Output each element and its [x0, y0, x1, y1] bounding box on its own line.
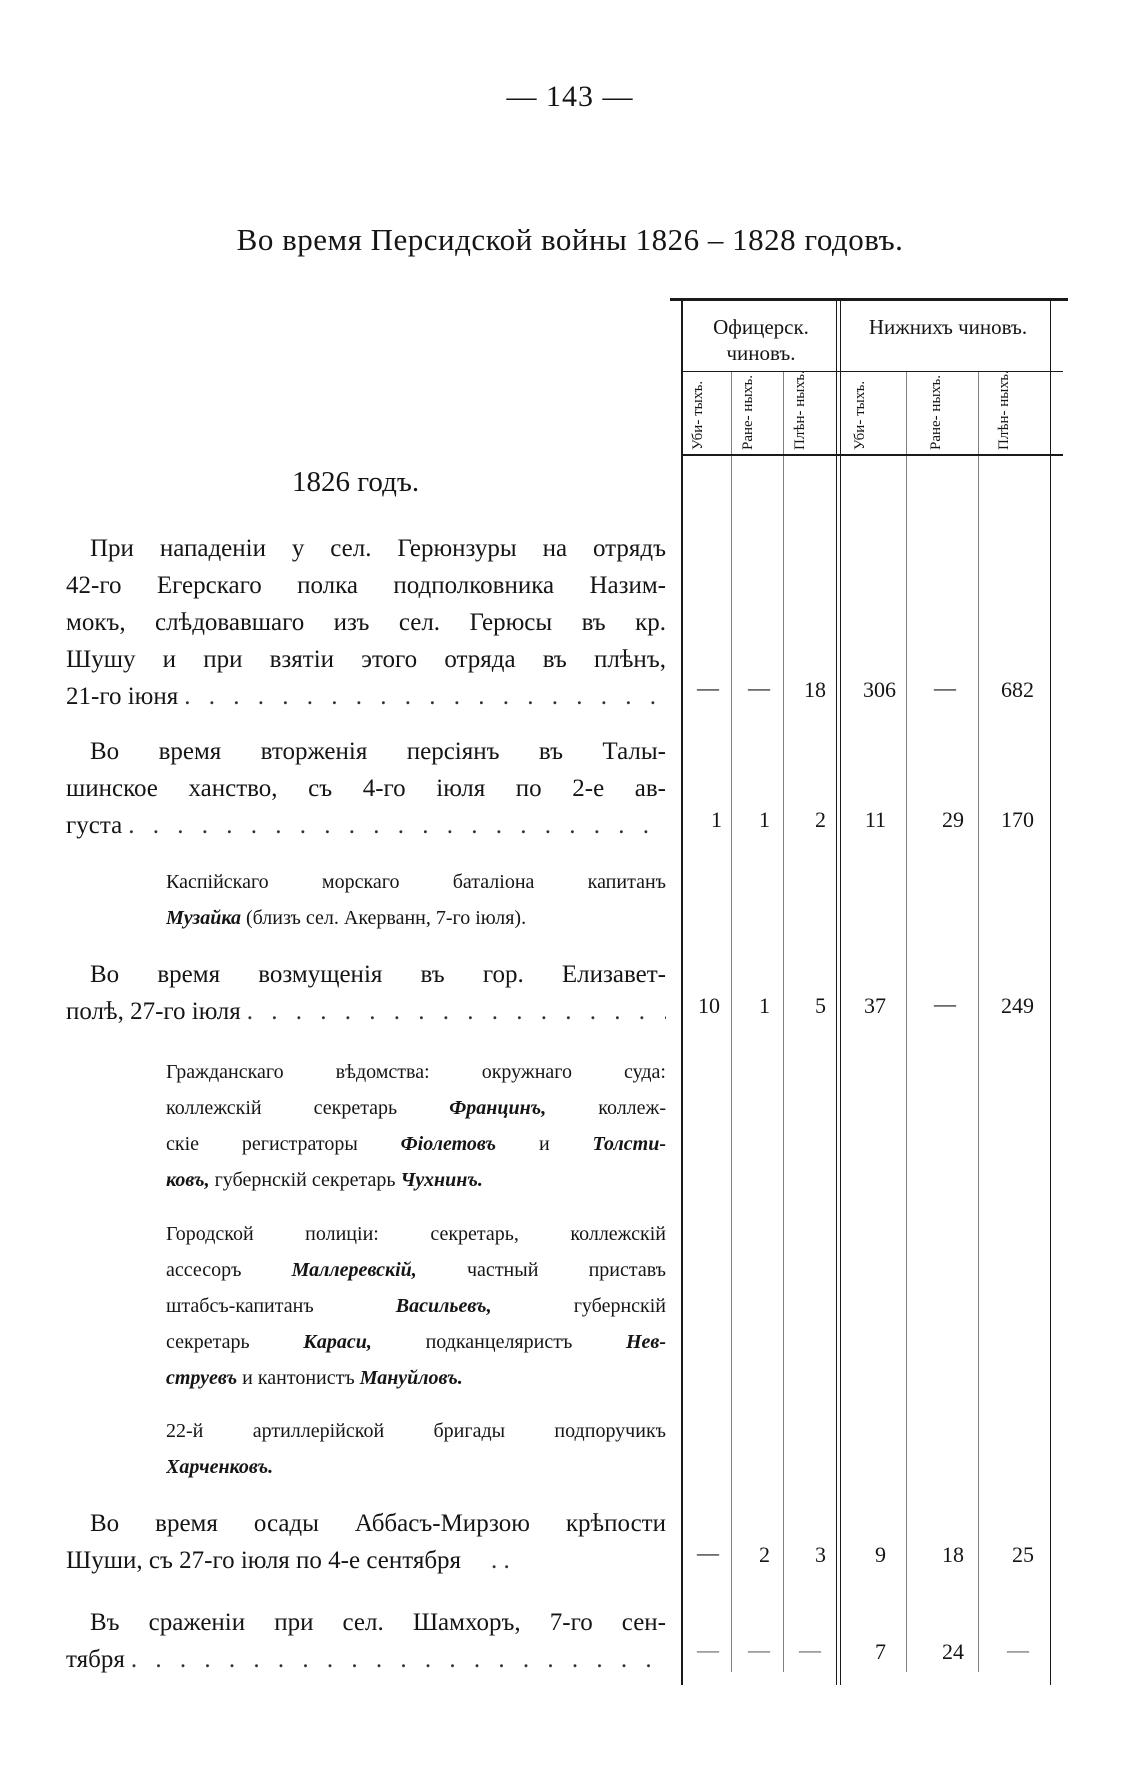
cell-value: 24: [942, 1639, 964, 1664]
cell-value: 9: [875, 1542, 886, 1567]
entry-line: Въ сраженіи при сел. Шамхоръ, 7-го сен-: [90, 1609, 666, 1636]
entry-line: тября: [66, 1646, 125, 1673]
entry-line: При нападеніи у сел. Герюнзуры на отрядъ: [90, 535, 666, 562]
note-text: подканцеляристъ: [425, 1331, 573, 1353]
note-text: коллеж-: [598, 1097, 666, 1119]
cell-value: 3: [815, 1542, 826, 1567]
cell-value: —: [697, 675, 719, 700]
col-divider-2: [783, 372, 784, 1672]
cell-value: 10: [698, 993, 720, 1018]
entry-line-leader: [66, 1542, 666, 1579]
cell-value: 5: [815, 993, 826, 1018]
entry-shamkhor: [66, 1604, 666, 1678]
note-police: [166, 1216, 666, 1396]
header-officers-wounded: Ране- ныхъ.: [740, 375, 756, 450]
cell-value: —: [697, 1637, 719, 1662]
dot-leader: [241, 993, 666, 1030]
cell-value: —: [799, 1637, 821, 1662]
entry-line: 42-го Егерскаго полка подполковника Назим-: [66, 572, 666, 599]
cell-value: 2: [815, 807, 826, 832]
person-name: Васильевъ,: [395, 1295, 492, 1317]
cell-value: 18: [804, 677, 826, 702]
person-name: струевъ: [166, 1367, 238, 1389]
entry-talysh: [66, 733, 666, 844]
person-name: Толсти-: [592, 1133, 666, 1155]
header-officers: Офицерск. чиновъ.: [713, 315, 809, 365]
page-number: — 143 —: [506, 80, 634, 113]
header-lower-wounded: Ране- ныхъ.: [928, 375, 944, 450]
note-text: штабсъ-капитанъ: [166, 1295, 314, 1317]
person-name: Францинъ,: [449, 1097, 547, 1119]
cell-value: —: [697, 1540, 719, 1565]
cell-value: 1: [759, 807, 770, 832]
cell-value: 25: [1012, 1542, 1034, 1567]
cell-value: —: [934, 991, 956, 1016]
note-civil: [166, 1054, 666, 1198]
entry-shusha: [66, 1505, 666, 1579]
year-heading: 1826 годъ.: [292, 466, 420, 498]
dot-leader: [178, 678, 666, 715]
entry-line: Во время вторженія персіянъ въ Талы-: [90, 738, 666, 765]
header-lower-captured: Плѣн- ныхъ.: [996, 370, 1012, 450]
person-name: Нев-: [625, 1331, 666, 1353]
note-artillery: [166, 1413, 666, 1485]
entry-line: Во время возмущенія въ гор. Елизавет-: [90, 961, 666, 988]
note-line: 22-й артиллерійской бригады подпоручикъ: [166, 1420, 666, 1442]
table-right-border: [1050, 300, 1051, 1685]
cell-value: 29: [942, 807, 964, 832]
dot-leader: [461, 1542, 511, 1579]
header-officers-killed: Уби- тыхъ.: [690, 380, 706, 450]
note-text: и кантонистъ: [242, 1367, 355, 1389]
cell-value: 1: [759, 993, 770, 1018]
entry-line-leader: [66, 993, 666, 1030]
cell-value: —: [748, 1637, 770, 1662]
entry-line: Во время осады Аббасъ-Мирзою крѣпости: [90, 1510, 666, 1537]
note-kaspian: [166, 864, 666, 936]
note-line: Каспійскаго морскаго баталіона капитанъ: [166, 871, 666, 893]
header-lower-killed: Уби- тыхъ.: [852, 380, 868, 450]
dot-leader: [122, 807, 666, 844]
note-text: губернскій: [573, 1295, 666, 1317]
entry-gerusy: [66, 530, 666, 715]
person-name: Фіолетовъ: [400, 1133, 497, 1155]
person-name: ковъ,: [166, 1169, 210, 1191]
person-name: Мануйловъ.: [359, 1367, 463, 1389]
entry-line: Шуши, съ 27-го іюля по 4-е сентября: [66, 1547, 462, 1574]
cell-value: 11: [864, 807, 886, 832]
col-divider-5: [978, 372, 979, 1672]
cell-value: 37: [864, 993, 886, 1018]
cell-value: 7: [875, 1639, 886, 1664]
note-text: и: [538, 1133, 550, 1155]
person-name: Харченковъ.: [166, 1456, 274, 1478]
cell-value: 2: [759, 1542, 770, 1567]
cell-value: 682: [1001, 677, 1034, 702]
person-name: Чухнинъ.: [400, 1169, 483, 1191]
entry-line: густа: [66, 812, 123, 839]
page-title: Во время Персидской войны 1826 – 1828 годовъ.: [236, 222, 904, 257]
entry-elizavetpol: [66, 956, 666, 1030]
cell-value: 1: [711, 807, 722, 832]
cell-value: —: [1007, 1637, 1029, 1662]
note-text: секретарь: [166, 1331, 250, 1353]
person-name: Маллеревскій,: [291, 1259, 417, 1281]
cell-value: —: [934, 675, 956, 700]
note-text: скіе регистраторы: [166, 1133, 358, 1155]
header-officers-captured: Плѣн- ныхъ.: [792, 370, 808, 450]
dot-leader: [125, 1641, 666, 1678]
header-lower-ranks: Нижнихъ чиновъ.: [868, 315, 1028, 339]
entry-line-leader: [66, 678, 666, 715]
note-text: (близъ сел. Акерванн, 7-го іюля).: [245, 907, 527, 929]
cell-value: 18: [942, 1542, 964, 1567]
col-divider-4: [906, 372, 907, 1672]
entry-line: 21-го іюня: [66, 683, 179, 710]
cell-value: 249: [1001, 993, 1034, 1018]
note-line: Городской полиціи: секретарь, коллежскій: [166, 1223, 666, 1245]
entry-line: шинское ханство, съ 4-го іюля по 2-е ав-: [66, 775, 666, 802]
note-line: Гражданскаго вѣдомства: окружнаго суда:: [166, 1061, 666, 1083]
note-text: коллежскій секретарь: [166, 1097, 398, 1119]
table-header-bottom-rule: [683, 454, 1063, 456]
entry-line: мокъ, слѣдовавшаго изъ сел. Герюсы въ кр.: [66, 609, 666, 636]
note-text: ассесоръ: [166, 1259, 242, 1281]
entry-line: Шушу и при взятіи этого отряда въ плѣнъ,: [66, 646, 666, 673]
note-text: частный приставъ: [467, 1259, 666, 1281]
entry-line-leader: [66, 1641, 666, 1678]
table-top-rule: [670, 298, 1068, 301]
col-divider-1: [731, 372, 732, 1672]
person-name: Музайка: [166, 907, 241, 929]
person-name: Караси,: [303, 1331, 372, 1353]
cell-value: —: [748, 675, 770, 700]
entry-line-leader: [66, 807, 666, 844]
entry-line: полѣ, 27-го іюля: [66, 998, 241, 1025]
cell-value: 170: [1001, 807, 1034, 832]
note-text: губернскій секретарь: [214, 1169, 396, 1191]
cell-value: 306: [863, 677, 896, 702]
